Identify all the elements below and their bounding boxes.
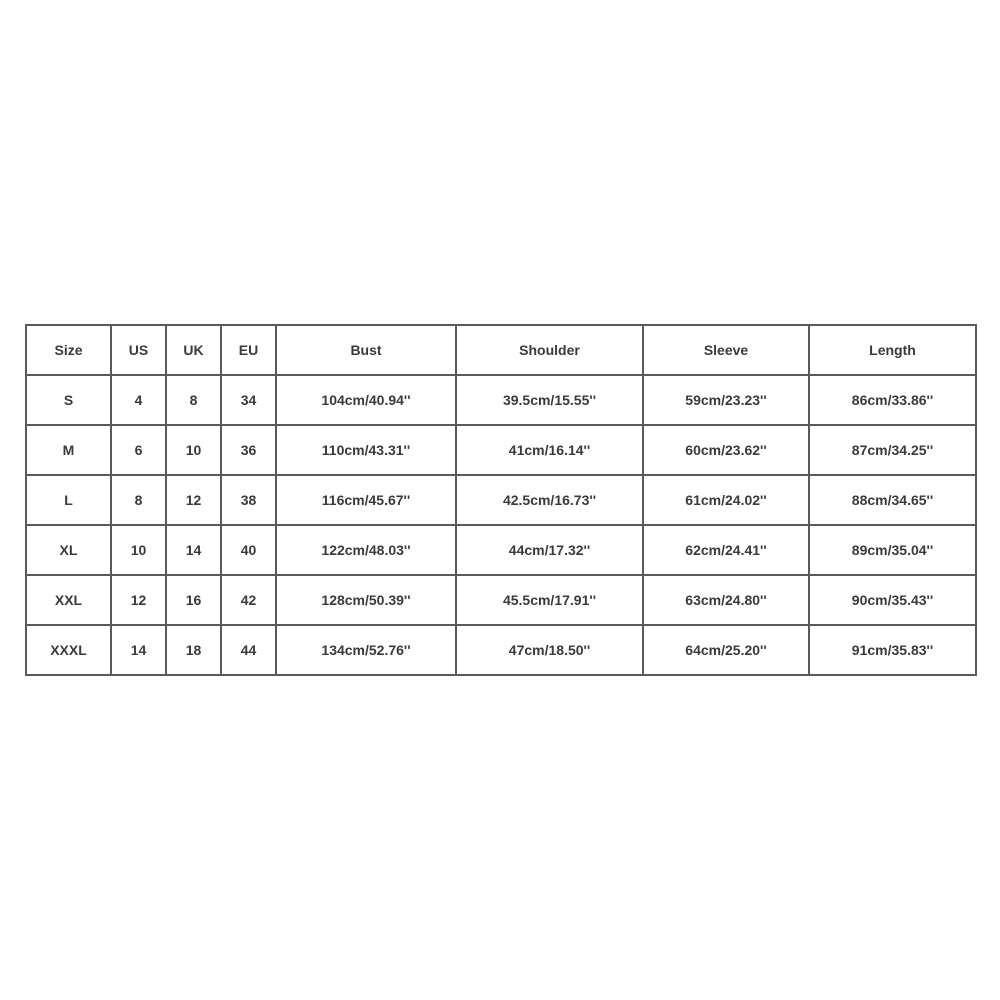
header-length: Length (809, 325, 976, 375)
cell-sleeve: 61cm/24.02'' (643, 475, 809, 525)
table-row (26, 375, 976, 425)
cell-size: XXXL (26, 625, 111, 675)
header-bust: Bust (276, 325, 456, 375)
cell-us: 4 (111, 375, 166, 425)
header-shoulder: Shoulder (456, 325, 643, 375)
header-us: US (111, 325, 166, 375)
cell-sleeve: 59cm/23.23'' (643, 375, 809, 425)
cell-length: 91cm/35.83'' (809, 625, 976, 675)
cell-uk: 14 (166, 525, 221, 575)
cell-eu: 42 (221, 575, 276, 625)
cell-length: 87cm/34.25'' (809, 425, 976, 475)
cell-uk: 18 (166, 625, 221, 675)
cell-shoulder: 41cm/16.14'' (456, 425, 643, 475)
cell-sleeve: 64cm/25.20'' (643, 625, 809, 675)
cell-sleeve: 63cm/24.80'' (643, 575, 809, 625)
cell-bust: 116cm/45.67'' (276, 475, 456, 525)
cell-length: 90cm/35.43'' (809, 575, 976, 625)
header-sleeve: Sleeve (643, 325, 809, 375)
cell-length: 89cm/35.04'' (809, 525, 976, 575)
cell-us: 8 (111, 475, 166, 525)
cell-us: 10 (111, 525, 166, 575)
cell-uk: 12 (166, 475, 221, 525)
header-uk: UK (166, 325, 221, 375)
cell-length: 88cm/34.65'' (809, 475, 976, 525)
cell-bust: 104cm/40.94'' (276, 375, 456, 425)
cell-bust: 122cm/48.03'' (276, 525, 456, 575)
cell-us: 12 (111, 575, 166, 625)
cell-shoulder: 47cm/18.50'' (456, 625, 643, 675)
table-row (26, 525, 976, 575)
cell-eu: 36 (221, 425, 276, 475)
cell-eu: 40 (221, 525, 276, 575)
cell-eu: 44 (221, 625, 276, 675)
cell-length: 86cm/33.86'' (809, 375, 976, 425)
size-chart-table (25, 324, 977, 676)
cell-shoulder: 42.5cm/16.73'' (456, 475, 643, 525)
cell-uk: 16 (166, 575, 221, 625)
cell-bust: 134cm/52.76'' (276, 625, 456, 675)
cell-size: M (26, 425, 111, 475)
cell-uk: 8 (166, 375, 221, 425)
cell-shoulder: 44cm/17.32'' (456, 525, 643, 575)
cell-sleeve: 62cm/24.41'' (643, 525, 809, 575)
header-eu: EU (221, 325, 276, 375)
header-row (26, 325, 976, 375)
table-row (26, 575, 976, 625)
cell-size: XXL (26, 575, 111, 625)
table-row (26, 625, 976, 675)
cell-us: 6 (111, 425, 166, 475)
table-row (26, 425, 976, 475)
table-row (26, 475, 976, 525)
cell-size: S (26, 375, 111, 425)
cell-bust: 128cm/50.39'' (276, 575, 456, 625)
cell-eu: 34 (221, 375, 276, 425)
cell-size: XL (26, 525, 111, 575)
cell-eu: 38 (221, 475, 276, 525)
cell-uk: 10 (166, 425, 221, 475)
cell-sleeve: 60cm/23.62'' (643, 425, 809, 475)
cell-us: 14 (111, 625, 166, 675)
cell-shoulder: 39.5cm/15.55'' (456, 375, 643, 425)
header-size: Size (26, 325, 111, 375)
cell-bust: 110cm/43.31'' (276, 425, 456, 475)
cell-shoulder: 45.5cm/17.91'' (456, 575, 643, 625)
cell-size: L (26, 475, 111, 525)
